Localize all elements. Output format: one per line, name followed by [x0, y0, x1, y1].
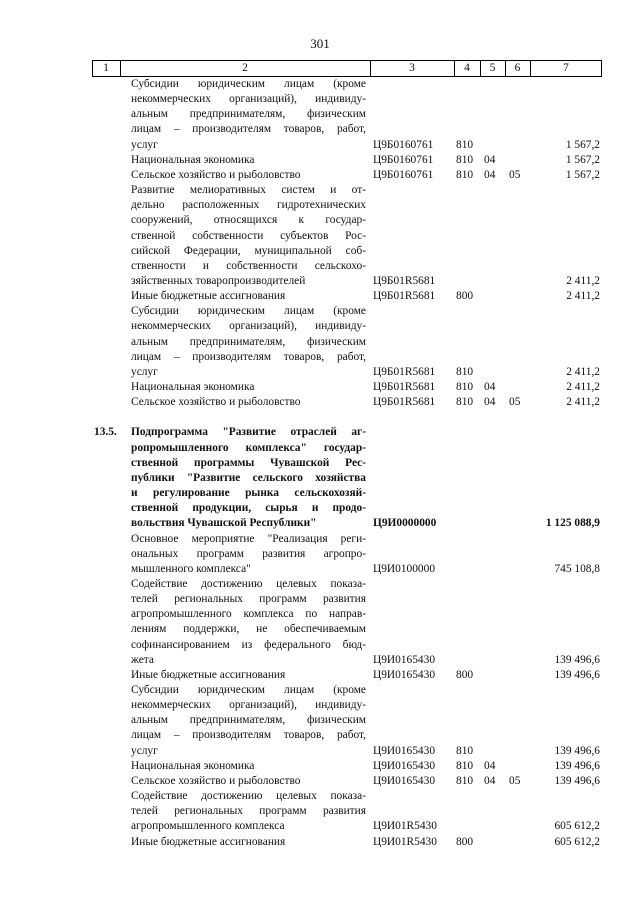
cell-col-7: 139 496,6: [554, 668, 600, 681]
cell-col-3: Ц9И0000000: [373, 517, 437, 530]
cell-col-2: лениям поддержки, не обеспечиваемым: [131, 623, 366, 636]
table-row: [0, 213, 640, 228]
table-row: [0, 592, 640, 607]
header-col-1: 1: [103, 62, 109, 74]
cell-col-3: Ц9И0165430: [373, 653, 436, 666]
cell-col-7: 605 612,2: [554, 820, 600, 833]
cell-col-7: 1 567,2: [565, 138, 600, 151]
cell-col-2: лицам – производителям товаров, работ,: [131, 123, 366, 136]
table-row: [0, 138, 640, 153]
table-row: [0, 456, 640, 471]
cell-col-4: 800: [456, 290, 474, 303]
cell-col-2: софинансированием из федерального бюд-: [131, 638, 366, 651]
cell-col-2: агропромышленного комплекса: [131, 820, 285, 833]
cell-col-3: Ц9Б0160761: [373, 138, 434, 151]
cell-col-2: альным предпринимателям, физическим: [131, 108, 366, 121]
table-row: [0, 410, 640, 425]
table-row: [0, 532, 640, 547]
cell-col-2: жета: [131, 653, 154, 666]
cell-col-2: альным предпринимателям, физическим: [131, 335, 366, 348]
table-row: [0, 501, 640, 516]
header-col-7: 7: [563, 62, 569, 74]
cell-col-3: Ц9И0165430: [373, 774, 436, 787]
table-row: [0, 819, 640, 834]
cell-col-2: Иные бюджетные ассигнования: [131, 668, 286, 681]
cell-col-4: 810: [456, 365, 474, 378]
cell-col-2: Субсидии юридическим лицам (кроме: [131, 305, 366, 318]
cell-col-2: Национальная экономика: [131, 381, 255, 393]
cell-col-3: Ц9Б01R5681: [373, 381, 436, 393]
cell-col-2: Сельское хозяйство и рыболовство: [131, 396, 301, 409]
table-row: [0, 668, 640, 683]
cell-col-7: 139 496,6: [554, 774, 600, 787]
cell-col-4: 810: [456, 138, 474, 151]
cell-col-3: Ц9И01R5430: [373, 835, 437, 848]
cell-col-2: альным предпринимателям, физическим: [131, 714, 366, 727]
cell-col-7: 2 411,2: [566, 290, 600, 303]
table-row: [0, 365, 640, 380]
table-row: [0, 335, 640, 350]
table-row: [0, 835, 640, 850]
cell-col-5: 04: [484, 396, 496, 409]
cell-col-2: телей региональных программ развития: [131, 593, 366, 606]
cell-col-7: 139 496,6: [554, 744, 600, 757]
cell-col-6: 05: [509, 774, 521, 787]
table-row: [0, 183, 640, 198]
cell-col-4: 810: [456, 381, 474, 393]
header-divider: [530, 61, 531, 76]
cell-col-2: дельно расположенных гидротехнических: [131, 199, 366, 212]
cell-col-2: публики "Развитие сельского хозяйства: [131, 471, 366, 484]
table-row: [0, 229, 640, 244]
cell-col-2: услуг: [131, 744, 158, 757]
table-row: [0, 319, 640, 334]
cell-col-4: 810: [456, 396, 474, 409]
table-row: [0, 198, 640, 213]
table-row: [0, 713, 640, 728]
cell-col-5: 04: [484, 759, 496, 772]
table-row: [0, 759, 640, 774]
cell-col-2: Подпрограмма "Развитие отраслей аг-: [131, 426, 366, 439]
cell-col-3: Ц9И01R5430: [373, 820, 437, 833]
cell-col-2: Основное мероприятие "Реализация реги-: [131, 532, 366, 545]
header-col-3: 3: [409, 62, 415, 74]
cell-col-3: Ц9И0165430: [373, 759, 436, 772]
table-row: [0, 122, 640, 137]
table-row: [0, 486, 640, 501]
cell-col-2: некоммерческих организаций), индивиду-: [131, 699, 366, 712]
cell-col-2: Иные бюджетные ассигнования: [131, 290, 286, 303]
cell-col-4: 810: [456, 153, 474, 166]
cell-col-3: Ц9И0165430: [373, 668, 436, 681]
table-row: [0, 350, 640, 365]
cell-col-2: лицам – производителям товаров, работ,: [131, 729, 366, 742]
cell-col-2: вольствия Чувашской Республики": [131, 517, 317, 530]
cell-col-2: лицам – производителям товаров, работ,: [131, 350, 366, 363]
cell-col-2: ональных программ развития агропро-: [131, 547, 366, 560]
cell-col-7: 139 496,6: [554, 653, 600, 666]
cell-col-7: 1 567,2: [565, 153, 600, 166]
cell-col-3: Ц9Б01R5681: [373, 290, 436, 303]
table-row: [0, 622, 640, 637]
cell-col-7: 605 612,2: [554, 835, 600, 848]
table-row: [0, 653, 640, 668]
header-col-4: 4: [464, 62, 470, 74]
cell-col-2: Содействие достижению целевых показа-: [131, 790, 366, 803]
table-row: [0, 789, 640, 804]
cell-col-2: Субсидии юридическим лицам (кроме: [131, 78, 366, 90]
cell-col-2: Национальная экономика: [131, 759, 255, 772]
header-divider: [120, 61, 121, 76]
table-row: [0, 728, 640, 743]
header-divider: [505, 61, 506, 76]
cell-col-7: 2 411,2: [566, 396, 600, 409]
cell-col-5: 04: [484, 774, 496, 787]
table-row: [0, 304, 640, 319]
cell-col-4: 810: [456, 168, 474, 181]
header-col-6: 6: [514, 62, 521, 74]
table-row: [0, 562, 640, 577]
cell-col-3: Ц9Б0160761: [373, 168, 434, 181]
header-divider: [454, 61, 455, 76]
cell-col-4: 810: [456, 744, 474, 757]
table-row: [0, 168, 640, 183]
cell-col-2: зяйственных товаропроизводителей: [131, 274, 306, 287]
table-row: [0, 274, 640, 289]
cell-col-7: 2 411,2: [566, 365, 600, 378]
header-divider: [601, 61, 602, 76]
table-row: [0, 77, 640, 92]
table-row: [0, 471, 640, 486]
cell-col-2: некоммерческих организаций), индивиду-: [131, 320, 366, 333]
cell-col-5: 04: [484, 168, 496, 181]
page-number: 301: [310, 36, 330, 51]
table-row: [0, 683, 640, 698]
table-row: [0, 744, 640, 759]
cell-col-4: 810: [456, 759, 474, 772]
cell-col-4: 800: [456, 668, 474, 681]
table-row: [0, 774, 640, 789]
cell-col-7: 2 411,2: [566, 274, 600, 287]
cell-col-2: Иные бюджетные ассигнования: [131, 835, 286, 848]
header-col-5: 5: [489, 62, 496, 74]
table-row: [0, 259, 640, 274]
table-row: [0, 395, 640, 410]
cell-col-3: Ц9Б0160761: [373, 153, 434, 166]
cell-col-2: телей региональных программ развития: [131, 805, 366, 818]
cell-col-2: ственной программы Чувашской Рес-: [131, 456, 366, 469]
table-row: [0, 607, 640, 622]
cell-col-6: 05: [509, 168, 521, 181]
cell-col-2: сийской Федерации, муниципальной соб-: [131, 244, 366, 257]
cell-col-7: 1 125 088,9: [545, 517, 600, 530]
cell-col-2: Субсидии юридическим лицам (кроме: [131, 684, 366, 696]
cell-col-2: и регулирование рынка сельскохозяй-: [131, 487, 366, 500]
cell-col-2: мышленного комплекса": [131, 562, 251, 575]
cell-col-3: Ц9И0100000: [373, 562, 436, 575]
table-row: [0, 516, 640, 531]
cell-col-5: 04: [484, 153, 496, 166]
table-row: [0, 153, 640, 168]
cell-col-4: 810: [456, 774, 474, 787]
cell-col-2: ственной собственности субъектов Рос-: [131, 229, 366, 242]
cell-col-2: Национальная экономика: [131, 153, 255, 166]
table-row: [0, 289, 640, 304]
cell-col-7: 745 108,8: [554, 562, 600, 575]
cell-col-7: 139 496,6: [554, 759, 600, 772]
cell-col-2: ственности и собственности сельскохо-: [131, 259, 366, 272]
cell-col-2: услуг: [131, 365, 158, 378]
cell-col-3: Ц9Б01R5681: [373, 365, 436, 378]
cell-col-2: Развитие мелиоративных систем и от-: [131, 184, 366, 197]
table-row: [0, 380, 640, 395]
cell-col-4: 800: [456, 835, 474, 848]
cell-col-3: Ц9Б01R5681: [373, 396, 436, 409]
cell-col-2: сооружений, относящихся к государ-: [131, 214, 366, 227]
header-col-2: 2: [242, 62, 248, 74]
cell-col-2: ственной продукции, сырья и продо-: [131, 502, 366, 515]
cell-col-7: 2 411,2: [566, 381, 600, 393]
cell-col-2: Сельское хозяйство и рыболовство: [131, 168, 301, 181]
table-row: [0, 547, 640, 562]
cell-col-7: 1 567,2: [565, 168, 600, 181]
table-row: [0, 425, 640, 440]
table-row: [0, 698, 640, 713]
table-row: [0, 638, 640, 653]
cell-col-2: агропромышленного комплекса по направ-: [131, 608, 366, 621]
header-divider: [480, 61, 481, 76]
table-row: [0, 441, 640, 456]
cell-col-2: некоммерческих организаций), индивиду-: [131, 93, 366, 106]
table-row: [0, 804, 640, 819]
header-divider: [92, 61, 93, 76]
cell-col-3: Ц9И0165430: [373, 744, 436, 757]
cell-col-2: ропромышленного комплекса" государ-: [131, 441, 366, 454]
table-row: [0, 577, 640, 592]
cell-col-1: 13.5.: [94, 426, 117, 439]
cell-col-3: Ц9Б01R5681: [373, 274, 436, 287]
table-row: [0, 107, 640, 122]
cell-col-2: Сельское хозяйство и рыболовство: [131, 774, 301, 787]
table-row: [0, 244, 640, 259]
table-row: [0, 92, 640, 107]
cell-col-5: 04: [484, 381, 496, 393]
cell-col-6: 05: [509, 396, 521, 409]
cell-col-2: Содействие достижению целевых показа-: [131, 577, 366, 590]
table-header: [92, 60, 602, 77]
cell-col-2: услуг: [131, 138, 158, 151]
header-divider: [370, 61, 371, 76]
